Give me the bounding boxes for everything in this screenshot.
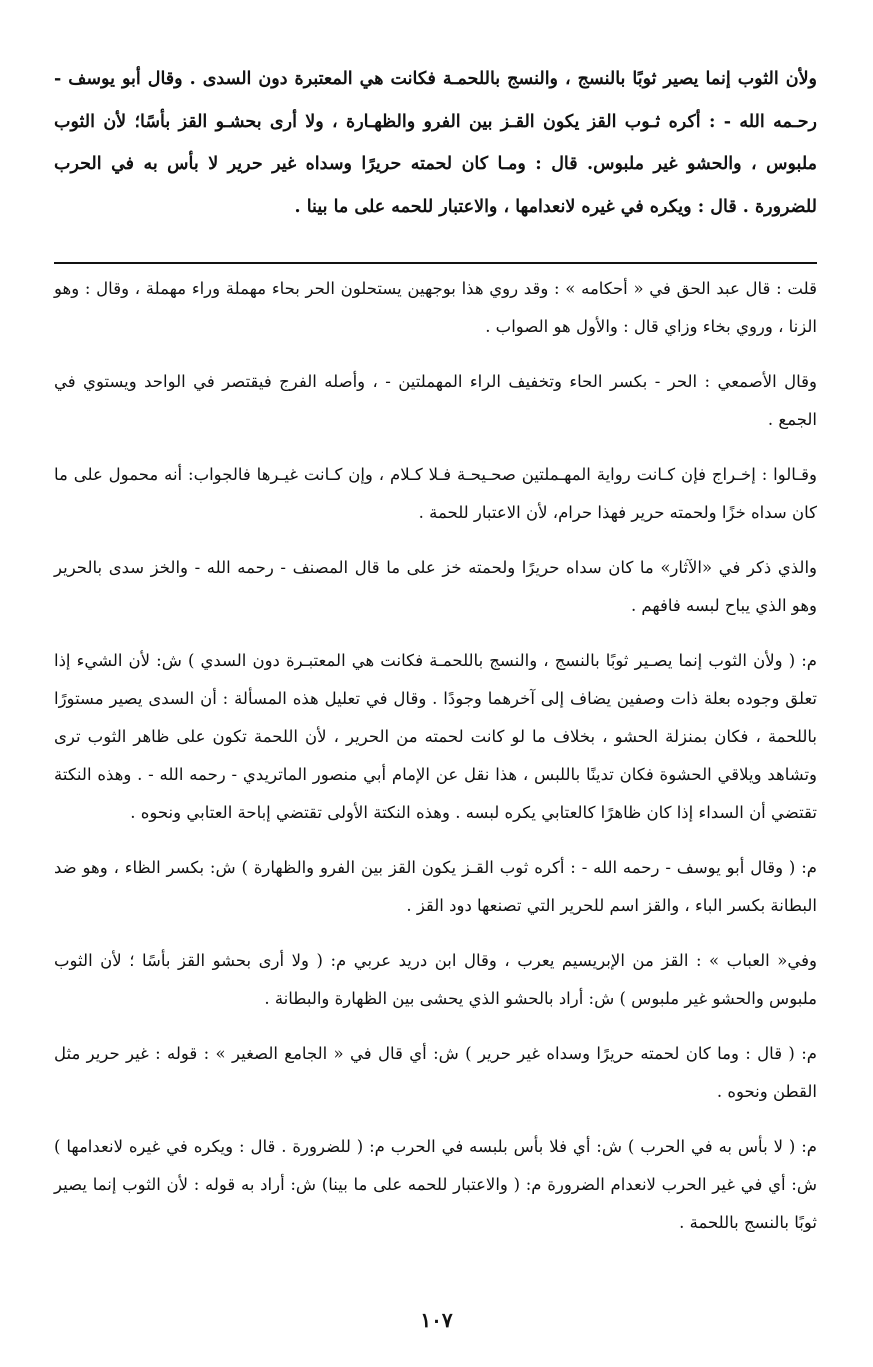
commentary-paragraph: وقـالوا : إخـراج فإن كـانت رواية المهـملتين صحـيحـة فـلا كـلام ، وإن كـانت غيـرها فالجواب: أنه محمول على ما كان سداه خزًا ولحمته حرير فهذا حرام، لأن الاعتبار للحمة . [54,465,817,522]
commentary-paragraph: والذي ذكر في «الآثار» ما كان سداه حريرًا ولحمته خز على ما قال المصنف - رحمه الله - والخز سدى بالحرير وهو الذي يباح لبسه فافهم . [54,558,817,615]
footnote-separator [54,262,817,264]
page-number: ١٠٧ [420,1308,453,1332]
main-text: ولأن الثوب إنما يصير ثوبًا بالنسج ، والنسج باللحمـة فكانت هي المعتبرة دون السدى . وقال أبو يوسف - رحـمه الله - : أكره ثـوب القز يكون القـز بين الفرو والظهـارة ، ولا أرى بحشـو القز بأسًا؛ لأن الثوب ملبوس ، والحشو غير ملبوس. قال : ومـا كان لحمته حريرًا وسداه غير حرير لا بأس به في الحرب للضرورة . قال : ويكره في غيره لانعدامها ، والاعتبار للحمه على ما بينا . [54,69,817,217]
commentary-paragraph: م: ( لا بأس به في الحرب ) ش: أي فلا بأس بلبسه في الحرب م: ( للضرورة . قال : ويكره في غيره لانعدامها ) ش: أي في غير الحرب لانعدام الضرورة م: ( والاعتبار للحمه على ما بينا) ش: أراد به قوله : لأن الثوب إنما يصير ثوبًا بالنسج باللحمة . [54,1137,817,1232]
commentary-paragraph: م: ( قال : وما كان لحمته حريرًا وسداه غير حرير ) ش: أي قال في « الجامع الصغير » : قوله : غير حرير مثل القطن ونحوه . [54,1044,817,1101]
commentary-paragraph: م: ( ولأن الثوب إنما يصـير ثوبًا بالنسج ، والنسج باللحمـة فكانت هي المعتبـرة دون السدي ) ش: لأن الشيء إذا تعلق وجوده بعلة ذات وصفين يضاف إلى آخرهما وجودًا . وقال في تعليل هذه المسألة : أن السدى يصير مستورًا باللحمة ، فكان بمنزلة الحشو ، بخلاف ما لو كانت لحمته من الحرير ، لأن اللحمة تكون على ظاهر الثوب ترى وتشاهد ويلاقي الحشوة فكان تدينًا باللبس ، هذا نقل عن الإمام أبي منصور الماتريدي - رحمه الله - . وهذه النكتة تقتضي أن السداء إذا كان ظاهرًا كالعتابي يكره لبسه . وهذه النكتة الأولى تقتضي إباحة العتابي ونحوه . [54,651,817,822]
commentary-paragraph: م: ( وقال أبو يوسف - رحمه الله - : أكره ثوب القـز يكون القز بين الفرو والظهارة ) ش: بكسر الظاء ، وهو ضد البطانة بكسر الباء ، والقز اسم للحرير التي تصنعها دود القز . [54,858,817,915]
commentary-paragraph: قلت : قال عبد الحق في « أحكامه » : وقد روي هذا بوجهين يستحلون الحر بحاء مهملة وراء مهملة ، وقال : وهو الزنا ، وروي بخاء وزاي قال : والأول هو الصواب . [54,279,817,336]
commentary [54,270,817,1242]
commentary-paragraph: وقال الأصمعي : الحر - بكسر الحاء وتخفيف الراء المهملتين - ، وأصله الفرج فيقتصر في الواحد ويستوي في الجمع . [54,372,817,429]
commentary-paragraph: وفي« العباب » : القز من الإبريسيم يعرب ، وقال ابن دريد عربي م: ( ولا أرى بحشو القز بأسًا ؛ لأن الثوب ملبوس والحشو غير ملبوس ) ش: أراد بالحشو الذي يحشى بين الظهارة والبطانة . [54,951,817,1008]
